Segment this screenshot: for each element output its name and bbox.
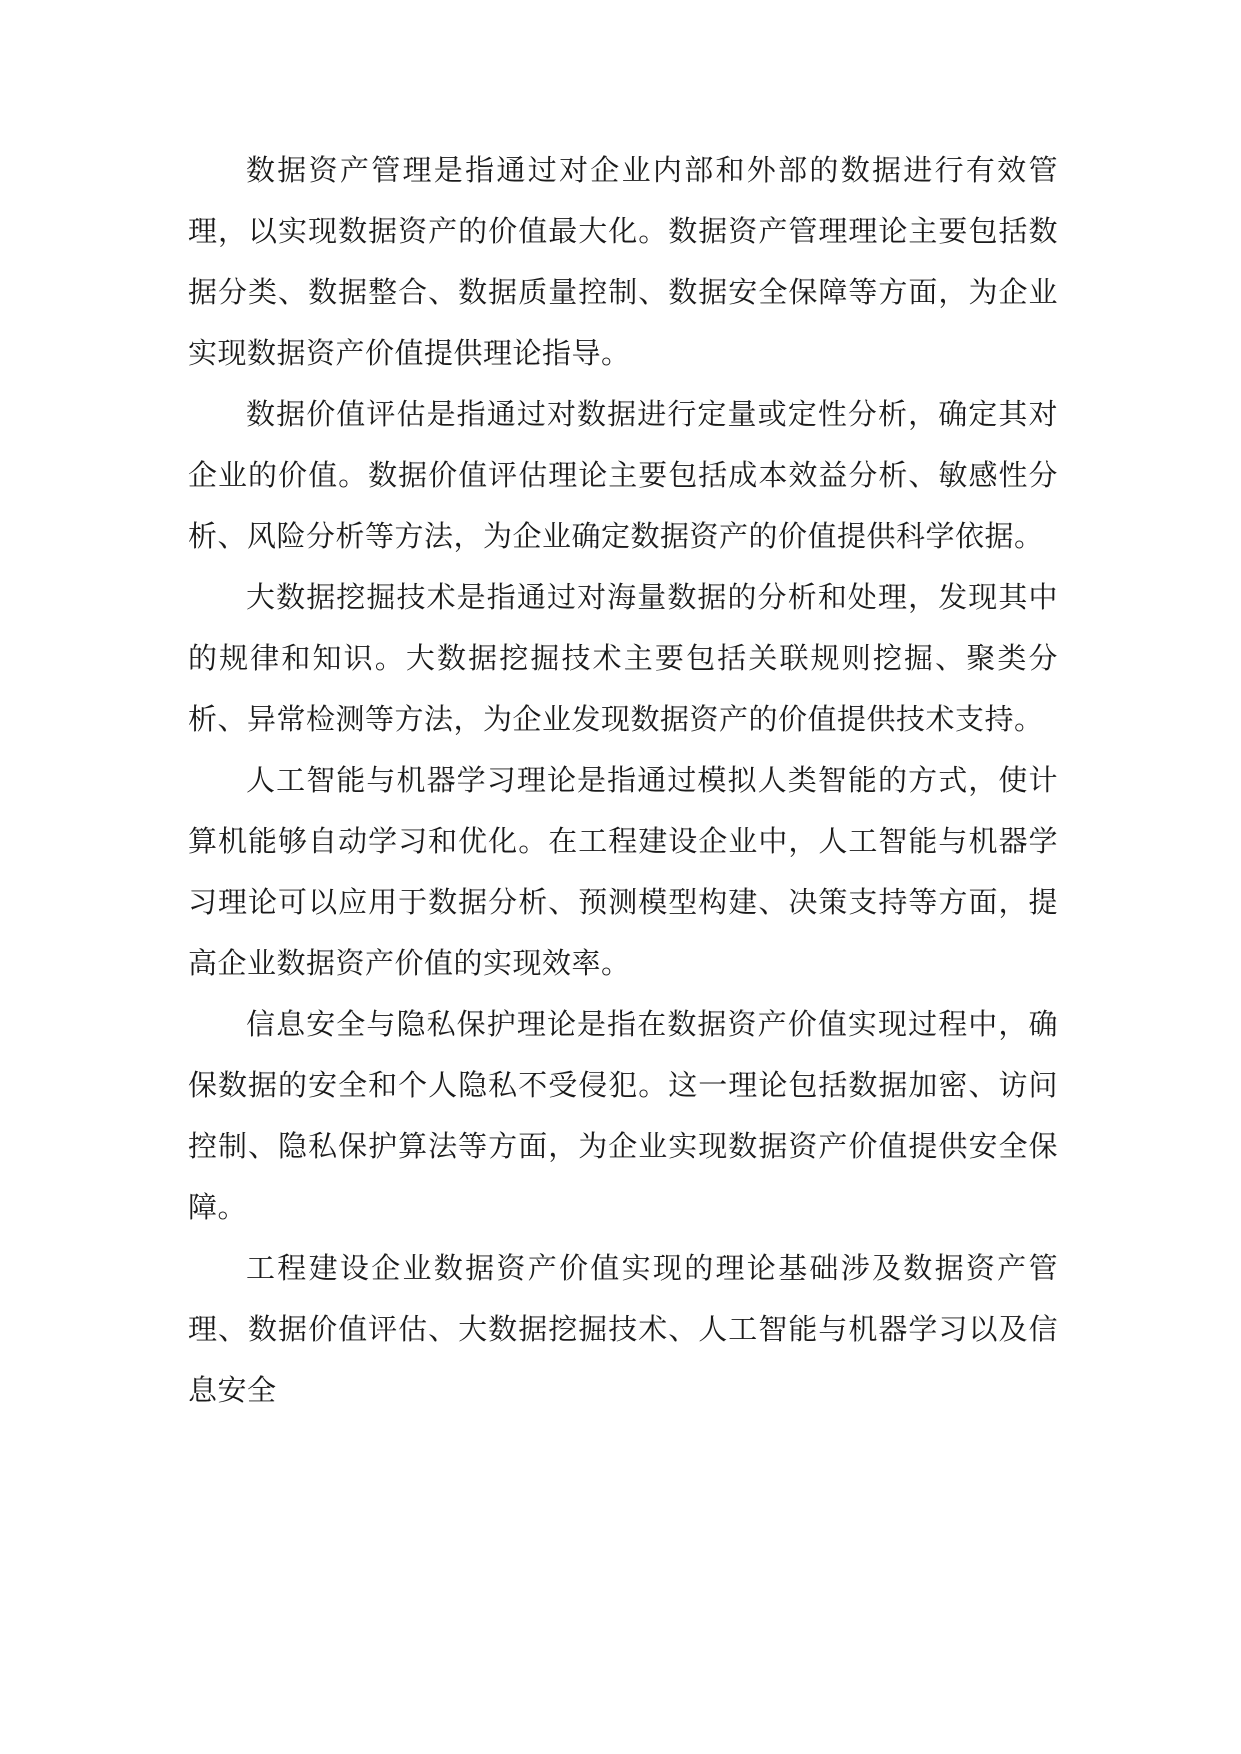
paragraph-big-data-mining: 大数据挖掘技术是指通过对海量数据的分析和处理，发现其中的规律和知识。大数据挖掘技术主要包括关联规则挖掘、聚类分析、异常检测等方法，为企业发现数据资产的价值提供技术支持。: [188, 580, 1058, 736]
paragraph-data-asset-management: 数据资产管理是指通过对企业内部和外部的数据进行有效管理，以实现数据资产的价值最大化。数据资产管理理论主要包括数据分类、数据整合、数据质量控制、数据安全保障等方面，为企业实现数据资产价值提供理论指导。: [188, 153, 1058, 370]
document-body: [188, 140, 1058, 1421]
paragraph-theoretical-basis: 工程建设企业数据资产价值实现的理论基础涉及数据资产管理、数据价值评估、大数据挖掘技术、人工智能与机器学习以及信息安全: [188, 1251, 1058, 1407]
paragraph-security-privacy: 信息安全与隐私保护理论是指在数据资产价值实现过程中，确保数据的安全和个人隐私不受侵犯。这一理论包括数据加密、访问控制、隐私保护算法等方面，为企业实现数据资产价值提供安全保障。: [188, 1007, 1058, 1224]
paragraph-data-value-assessment: 数据价值评估是指通过对数据进行定量或定性分析，确定其对企业的价值。数据价值评估理论主要包括成本效益分析、敏感性分析、风险分析等方法，为企业确定数据资产的价值提供科学依据。: [188, 397, 1058, 553]
paragraph-ai-machine-learning: 人工智能与机器学习理论是指通过模拟人类智能的方式，使计算机能够自动学习和优化。在工程建设企业中，人工智能与机器学习理论可以应用于数据分析、预测模型构建、决策支持等方面，提高企业数据资产价值的实现效率。: [188, 763, 1058, 980]
